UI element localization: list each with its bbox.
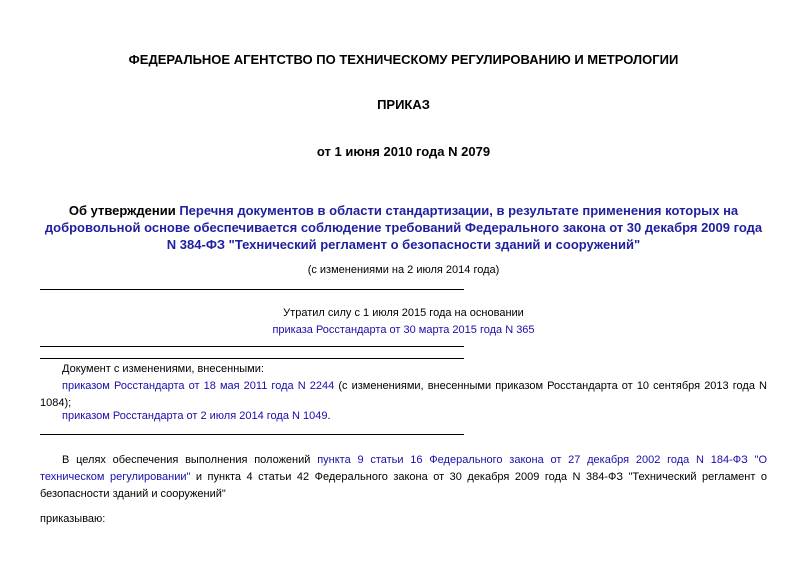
amendment-link-1049[interactable]: приказом Росстандарта от 2 июля 2014 года N 1049 [62,410,328,422]
amendment-item-1 [40,378,767,412]
changes-note: (с изменениями на 2 июля 2014 года) [307,264,500,276]
agency-name: ФЕДЕРАЛЬНОЕ АГЕНТСТВО ПО ТЕХНИЧЕСКОМУ РЕГУЛИРОВАНИЮ И МЕТРОЛОГИИ [128,52,679,67]
divider [40,434,464,435]
divider [40,289,464,290]
document-type: ПРИКАЗ [377,97,430,112]
preamble-paragraph [40,452,767,503]
document-title [40,202,767,253]
order-word: приказываю: [40,513,106,525]
title-link-list-of-documents[interactable]: Перечня документов в области стандартизации, в результате применения которых на добровольной основе обеспечивается соблюдение требований Федерального закона от 30 декабря 2009 года N 384-ФЗ "Технический регламент о безопасности зданий и сооружений" [44,203,763,252]
amendment-item-1-rest: (с изменениями, внесенными приказом Росстандарта от 10 сентября 2013 года N 1084); [40,380,767,409]
amendment-link-2244[interactable]: приказом Росстандарта от 18 мая 2011 года N 2244 [62,380,335,392]
lost-force-text: Утратил силу с 1 июля 2015 года на основании [283,307,524,319]
divider [40,346,464,347]
divider [40,358,464,359]
amendments-intro: Документ с изменениями, внесенными: [62,363,264,375]
law-184-link[interactable]: пункта 9 статьи 16 Федерального закона от 27 декабря 2002 года N 184-ФЗ "О техническом регулировании" [40,454,767,483]
document-date-number: от 1 июня 2010 года N 2079 [316,144,491,159]
preamble-end: и пункта 4 статьи 42 Федерального закона от 30 декабря 2009 года N 384-ФЗ "Технический регламент о безопасности зданий и сооружений" [40,471,767,500]
preamble-start: В целях обеспечения выполнения положений [62,454,318,466]
title-prefix: Об утверждении [68,203,180,218]
amendment-item-2 [40,408,767,425]
amendment-item-2-rest: . [327,410,331,422]
lost-force-link[interactable]: приказа Росстандарта от 30 марта 2015 года N 365 [272,324,535,336]
